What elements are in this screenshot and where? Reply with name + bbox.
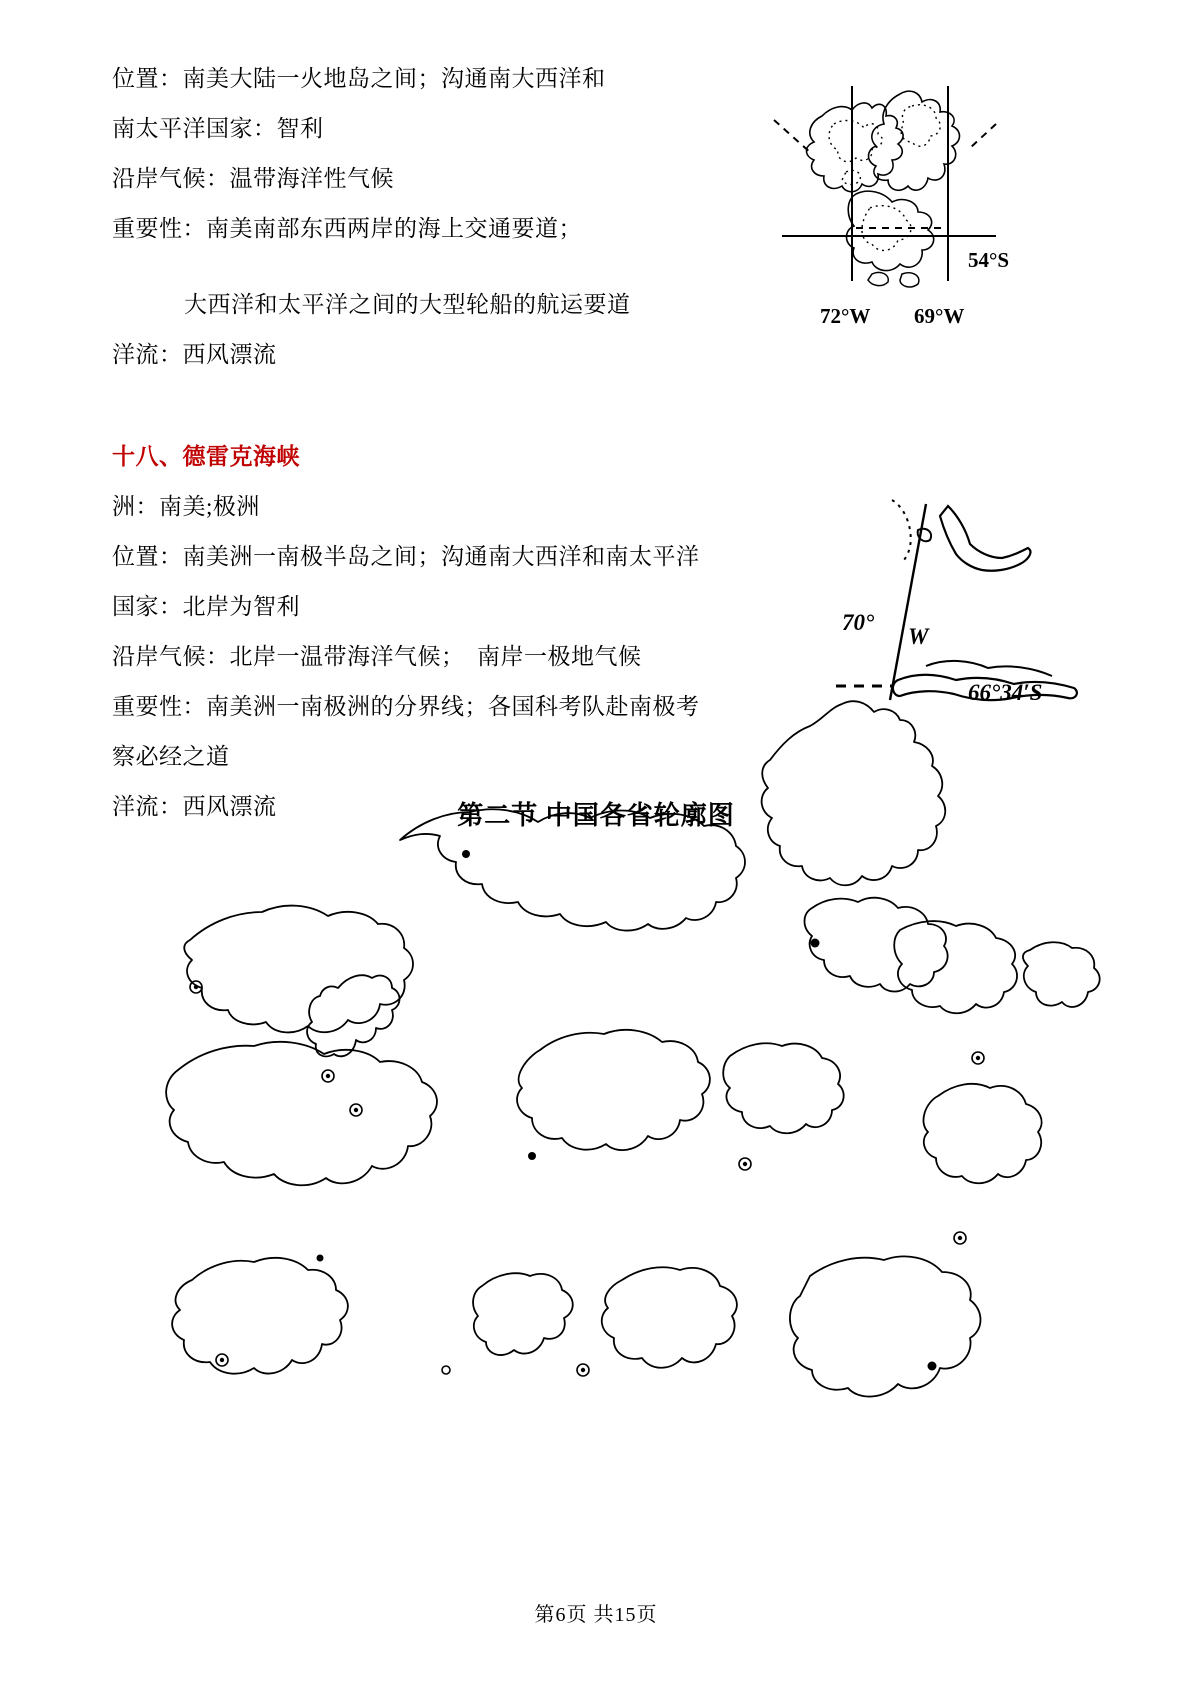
paragraph-line: 察必经之道: [112, 744, 230, 769]
capital-dot: [528, 1152, 536, 1160]
china-province-outlines-figure: [70, 640, 1130, 1520]
capital-dot: [462, 850, 470, 858]
province-outline: [602, 1267, 737, 1368]
spacer: [112, 406, 892, 432]
capital-markers: [317, 850, 820, 1262]
capital-dot: [928, 1362, 937, 1371]
page-footer: 第6页 共15页: [534, 1604, 658, 1626]
province-outline: [790, 1256, 981, 1396]
capital-ring-center: [743, 1162, 747, 1166]
map-section-title: 第二节 中国各省轮廓图: [457, 801, 735, 830]
paragraph-line: 位置：南美大陆一火地岛之间；沟通南大西洋和: [112, 66, 606, 91]
capital-ring-center: [220, 1358, 224, 1362]
magellan-strait-sketch-figure: [760, 76, 1020, 346]
paragraph-line: 洋流：西风漂流: [112, 342, 277, 367]
paragraph-line-indented: 大西洋和太平洋之间的大型轮船的航运要道: [184, 292, 631, 317]
longitude-west-label: 72°W: [820, 304, 871, 328]
capital-dot: [317, 1255, 324, 1262]
province-outline: [166, 1042, 437, 1185]
province-outline: [1023, 942, 1100, 1007]
spacer: [112, 380, 892, 406]
paragraph-line: 南太平洋国家：智利: [112, 116, 324, 141]
section-heading: 十八、德雷克海峡: [112, 444, 300, 469]
paragraph-line: 洋流：西风漂流: [112, 794, 277, 819]
capital-ring-center: [581, 1368, 585, 1372]
province-outline: [723, 1043, 843, 1133]
capital-ring-center: [354, 1108, 358, 1112]
magellan-strait-sketch: [760, 76, 1020, 346]
paragraph-line: 重要性：南美洲一南极洲的分界线；各国科考队赴南极考: [112, 694, 700, 719]
capital-ring-center: [958, 1236, 962, 1240]
capital-ring: [442, 1366, 450, 1374]
latitude-label: 66°34′S: [968, 680, 1043, 705]
paragraph-line: 沿岸气候：温带海洋性气候: [112, 166, 394, 191]
paragraph-line: 沿岸气候：北岸一温带海洋气候； 南岸一极地气候: [112, 644, 642, 669]
longitude-label: 70°: [842, 610, 875, 635]
province-outline: [923, 1084, 1041, 1183]
china-province-outlines: [70, 640, 1130, 1520]
province-outline: [894, 921, 1017, 1013]
capital-ring-center: [326, 1074, 330, 1078]
province-outline: [184, 906, 413, 1033]
paragraph-line: 位置：南美洲一南极半岛之间；沟通南大西洋和南太平洋: [112, 544, 700, 569]
latitude-label: 54°S: [968, 248, 1010, 272]
province-outline: [400, 809, 745, 930]
province-outline: [762, 701, 946, 885]
paragraph-line: 洲：南美;极洲: [112, 494, 260, 519]
province-outline: [517, 1030, 710, 1150]
province-outline: [473, 1273, 573, 1355]
province-outline: [307, 975, 399, 1056]
paragraph-line: 重要性：南美南部东西两岸的海上交通要道；: [112, 216, 582, 241]
longitude-east-label: 69°W: [914, 304, 965, 328]
longitude-direction-label: W: [908, 624, 929, 649]
province-outline: [805, 898, 948, 992]
capital-ring-center: [194, 985, 198, 989]
paragraph-line: 国家：北岸为智利: [112, 594, 300, 619]
capital-ring-markers: [190, 981, 984, 1376]
province-outline: [172, 1258, 348, 1374]
capital-ring-center: [976, 1056, 980, 1060]
capital-dot: [811, 939, 820, 948]
